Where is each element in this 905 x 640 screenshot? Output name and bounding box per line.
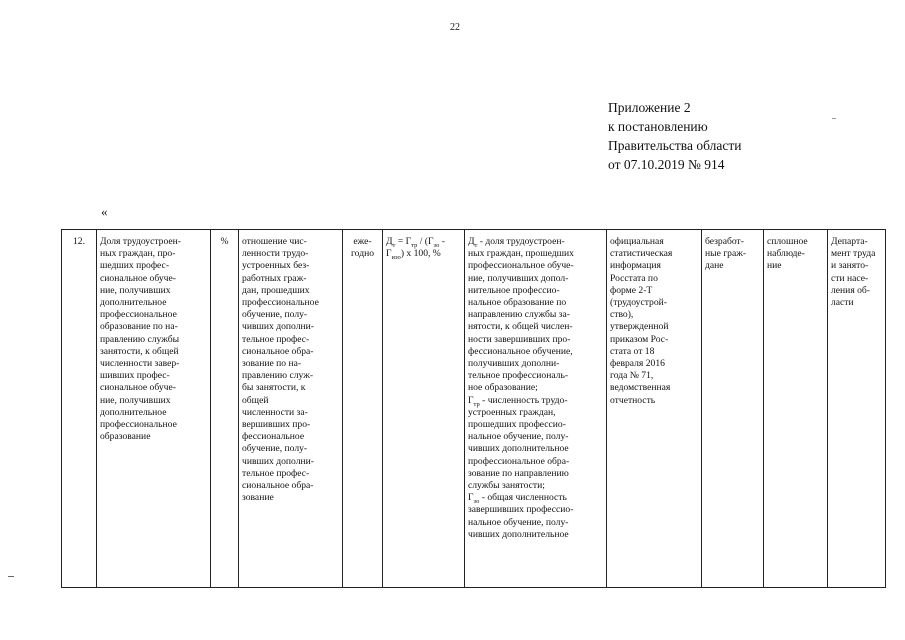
calculation-formula: $Д_т = Г_{тр} / (Г_{зо}$ - $Г_{изо}$) x 100, % (383, 230, 465, 588)
appendix-line-3: Правительства области (608, 138, 742, 153)
page-number: 22 (450, 22, 460, 33)
notation-description: $Д_т$ - доля трудоустроен- ных граждан, прошедших профессиональное обуче- ние, получивших допол- нительное профессио- нальное образование по направлению службы за- нятости, к общей числен- ности завершивших про- фессиональное обучение, получивших дополни- тельное профессиональ- ное образование; $Г_{тр}$ - численность трудо- устроенных граждан, прошедших профессио- нальное обучение, полу- чивших дополнительное профессиональное обра- зование по направлению службы занятости; $Г_{зо}$ - общая численность завершивших профессио- нальное обучение, полу- чивших дополнительное (465, 230, 607, 588)
data-source: официальная статистическая информация Росстата по форме 2-Т (трудоустрой- ство), утвержденной приказом Рос- стата от 18 февраля 2016 года № 71, ведомственная отчетность (607, 230, 702, 588)
unit-of-measure: % (211, 230, 239, 588)
collection-method: сплошное наблюде- ние (764, 230, 828, 588)
indicator-table (61, 229, 886, 588)
appendix-heading (608, 98, 878, 174)
margin-mark (8, 576, 14, 577)
table-row (62, 230, 886, 588)
responsible-body: Департа- мент труда и занято- сти насе- ления об- ласти (828, 230, 886, 588)
appendix-line-2: к постановлению (608, 119, 708, 134)
scan-mark (832, 118, 836, 119)
row-number: 12. (62, 230, 97, 588)
indicator-definition: отношение чис- ленности трудо- устроенных без- работных граж- дан, прошедших профессиональное обучение, полу- чивших дополни- тельное профес- сиональное обра- зование по на- правлению служ- бы занятости, к общей численности за- вершивших про- фессиональное обучение, полу- чивших дополни- тельное профес- сиональное обра- зование (239, 230, 343, 588)
population-unit: безработ- ные граж- дане (702, 230, 764, 588)
opening-quote: « (101, 204, 108, 219)
appendix-line-1: Приложение 2 (608, 100, 691, 115)
appendix-line-4: от 07.10.2019 № 914 (608, 157, 725, 172)
indicator-name: Доля трудоустроен- ных граждан, про- шедших профес- сиональное обуче- ние, получивших дополнительное профессиональное образование по на- правлению службы занятости, к общей численности завер- шивших профес- сиональное обуче- ние, получивших дополнительное профессиональное образование (97, 230, 211, 588)
periodicity: еже- годно (343, 230, 383, 588)
